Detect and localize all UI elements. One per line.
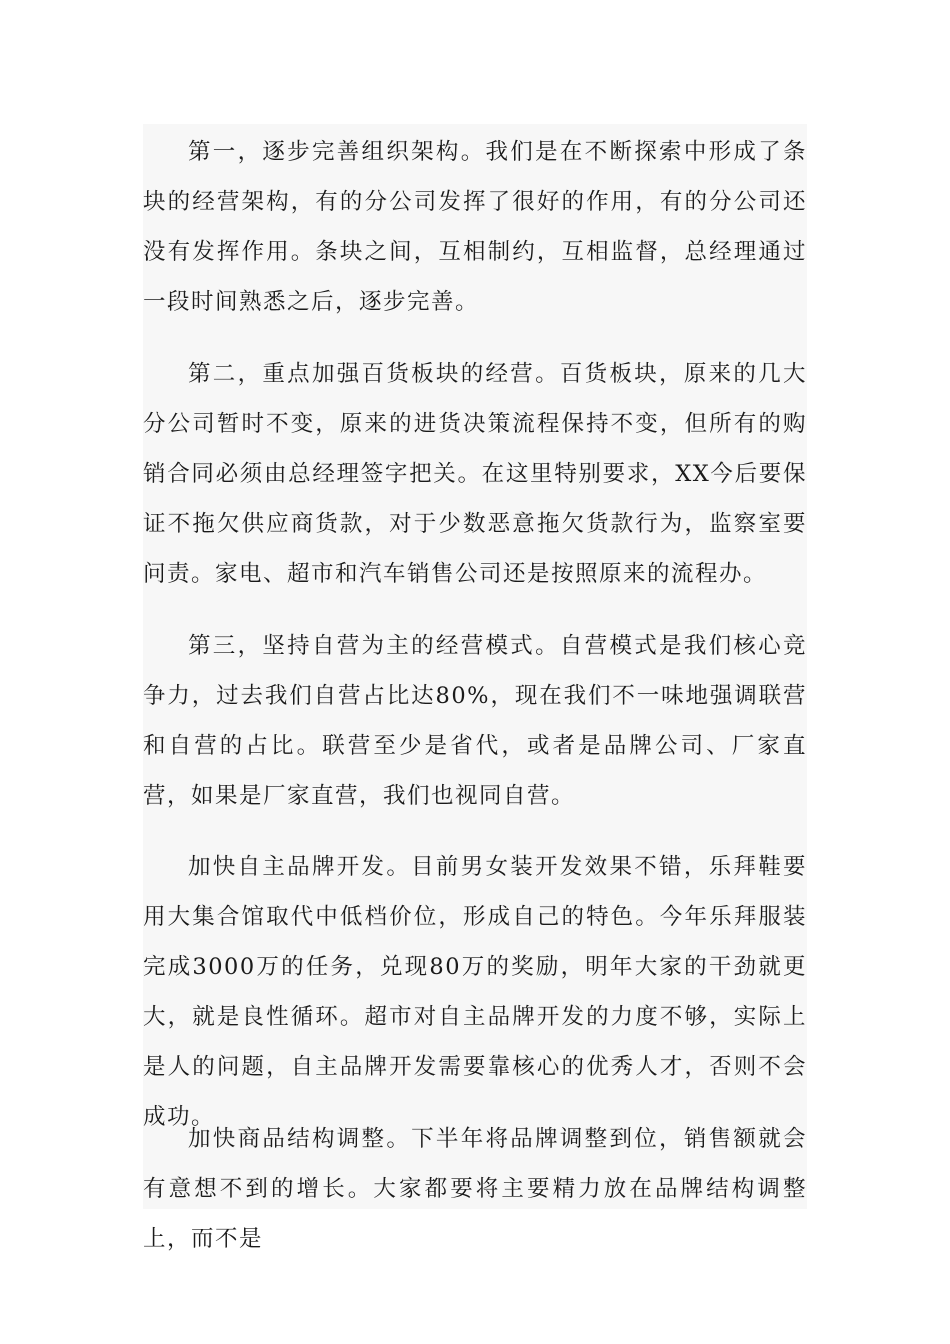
paragraph-department-store-operations: 第二，重点加强百货板块的经营。百货板块，原来的几大分公司暂时不变，原来的进货决策流程保持不变，但所有的购销合同必须由总经理签字把关。在这里特别要求，XX今后要保证不拖欠供应商货款，对于少数恶意拖欠货款行为，监察室要问责。家电、超市和汽车销售公司还是按照原来的流程办。 (143, 361, 807, 587)
document-text-block (143, 124, 807, 1252)
paragraph-self-operated-model: 第三，坚持自营为主的经营模式。自营模式是我们核心竞争力，过去我们自营占比达80%，现在我们不一味地强调联营和自营的占比。联营至少是省代，或者是品牌公司、厂家直营，如果是厂家直营，我们也视同自营。 (143, 633, 807, 809)
paragraph-private-brand-development: 加快自主品牌开发。目前男女装开发效果不错，乐拜鞋要用大集合馆取代中低档价位，形成自己的特色。今年乐拜服装完成3000万的任务，兑现80万的奖励，明年大家的干劲就更大，就是良性循环。超市对自主品牌开发的力度不够，实际上是人的问题，自主品牌开发需要靠核心的优秀人才，否则不会成功。 (143, 854, 807, 1130)
paragraph-organization-structure: 第一，逐步完善组织架构。我们是在不断探索中形成了条块的经营架构，有的分公司发挥了很好的作用，有的分公司还没有发挥作用。条块之间，互相制约，互相监督，总经理通过一段时间熟悉之后，逐步完善。 (143, 139, 807, 315)
paragraph-product-structure-adjustment: 加快商品结构调整。下半年将品牌调整到位，销售额就会有意想不到的增长。大家都要将主要精力放在品牌结构调整上，而不是 (143, 1126, 807, 1252)
